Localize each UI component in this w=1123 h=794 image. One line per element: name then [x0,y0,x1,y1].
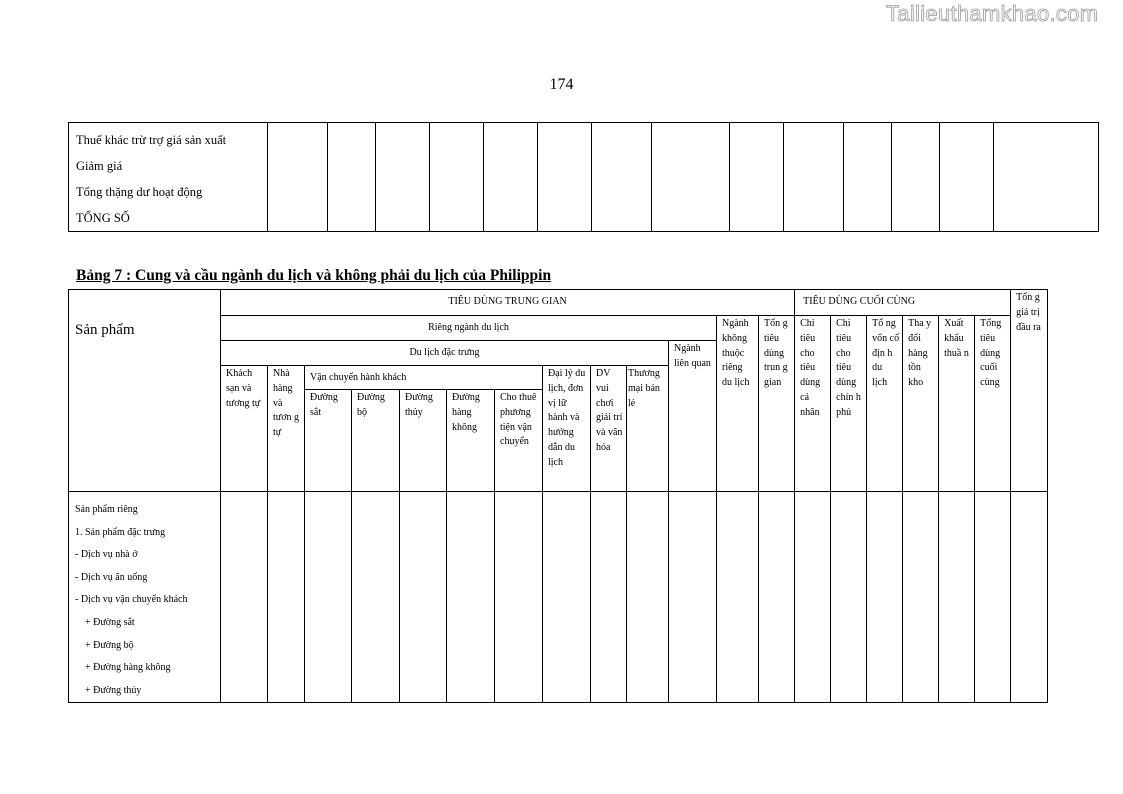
empty-cell [844,123,892,232]
product-row: 1. Sản phẩm đặc trưng [75,526,166,538]
header-duong-thuy: Đường thủy [400,390,447,492]
empty-cell [940,123,994,232]
empty-cell [975,492,1011,703]
header-xuat-khau-thuan: Xuất khẩu thuầ n [939,316,975,492]
header-duong-sat: Đường sắt [305,390,352,492]
empty-cell [652,123,730,232]
header-chi-tieu-chinh-phu: Chi tiêu cho tiêu dùng chín h phủ [831,316,867,492]
product-row: + Đường hàng không [85,662,171,674]
empty-cell [592,123,652,232]
header-khach-san: Khách sạn và tương tự [221,366,268,492]
watermark-text: Tailieuthamkhao.com [886,1,1099,26]
product-row: Sản phẩm riêng [75,504,138,515]
product-row: + Đường thủy [85,684,142,696]
page-number: 174 [549,76,574,93]
product-row: + Đường bộ [85,639,134,651]
empty-cell [831,492,867,703]
empty-cell [627,492,669,703]
empty-cell [484,123,538,232]
empty-cell [784,123,844,232]
header-tong-tieu-dung-cuoi-cung: Tổng tiêu dùng cuối cùng [975,316,1011,492]
header-du-lich-dac-trung: Du lịch đặc trưng [221,341,669,366]
empty-cell [591,492,627,703]
row-label: Giảm giá [76,159,123,173]
empty-cell [538,123,592,232]
product-row: - Dịch vụ vận chuyển khách [75,594,188,606]
empty-cell [495,492,543,703]
empty-cell [795,492,831,703]
header-duong-hang-khong: Đường hàng không [447,390,495,492]
header-thuong-mai-ban-le: Thương mại bán lẻ [627,366,669,492]
header-tieu-dung-cuoi-cung: TIÊU DÙNG CUỐI CÙNG [795,290,1011,316]
header-dv-vui-choi: DV vui chơi giải trí và văn hóa [591,366,627,492]
empty-cell [903,492,939,703]
empty-cell [430,123,484,232]
empty-cell [400,492,447,703]
empty-cell [543,492,591,703]
empty-cell [730,123,784,232]
header-nha-hang: Nhà hàng và tươn g tự [268,366,305,492]
header-cho-thue-phuong-tien: Cho thuê phương tiện vận chuyển [495,390,543,492]
empty-cell [994,123,1099,232]
header-san-pham: Sản phẩm [69,290,221,492]
row-labels-cell [69,123,268,232]
row-label: Thuế khác trừ trợ giá sản xuất [76,133,227,147]
empty-cell [221,492,268,703]
product-row: - Dịch vụ nhà ở [75,549,138,561]
row-label: Tổng thặng dư hoạt động [76,185,203,199]
empty-cell [328,123,376,232]
header-van-chuyen-hanh-khach: Vận chuyển hành khách [305,366,543,390]
header-nganh-khong-thuoc: Ngành không thuộc riêng du lịch [717,316,759,492]
table-title: Bảng 7 : Cung và cầu ngành du lịch và không phải du lịch của Philippin [76,267,552,284]
header-chi-tieu-ca-nhan: Chi tiêu cho tiêu dùng cá nhân [795,316,831,492]
empty-cell [305,492,352,703]
empty-cell [892,123,940,232]
header-tieu-dung-trung-gian: TIÊU DÙNG TRUNG GIAN [221,290,795,316]
header-tong-gia-tri-dau-ra: Tổn g giá trị đầu ra [1011,290,1048,492]
empty-cell [1011,492,1048,703]
empty-cell [717,492,759,703]
header-thay-doi-hang-ton-kho: Tha y đổi hàng tồn kho [903,316,939,492]
empty-cell [939,492,975,703]
continuation-table [68,122,1099,232]
empty-cell [867,492,903,703]
product-row: + Đường sắt [85,616,135,628]
empty-cell [669,492,717,703]
header-tong-tieu-dung-trung-gian: Tổn g tiêu dùng trun g gian [759,316,795,492]
empty-cell [268,123,328,232]
header-nganh-lien-quan: Ngành liên quan [669,341,717,492]
header-duong-bo: Đường bộ [352,390,400,492]
row-label: TỔNG SỐ [76,211,130,225]
empty-cell [268,492,305,703]
empty-cell [759,492,795,703]
header-tong-von-co-dinh: Tổ ng vốn cố địn h du lịch [867,316,903,492]
header-rieng-nganh-du-lich: Riêng ngành du lịch [221,316,717,341]
product-list-cell [69,492,221,703]
header-dai-ly-du-lich: Đại lý du lịch, đơn vị lữ hành và hướng dẫn du lịch [543,366,591,492]
empty-cell [447,492,495,703]
empty-cell [376,123,430,232]
empty-cell [352,492,400,703]
product-row: - Dịch vụ ăn uống [75,571,148,583]
supply-demand-table [68,289,1048,703]
